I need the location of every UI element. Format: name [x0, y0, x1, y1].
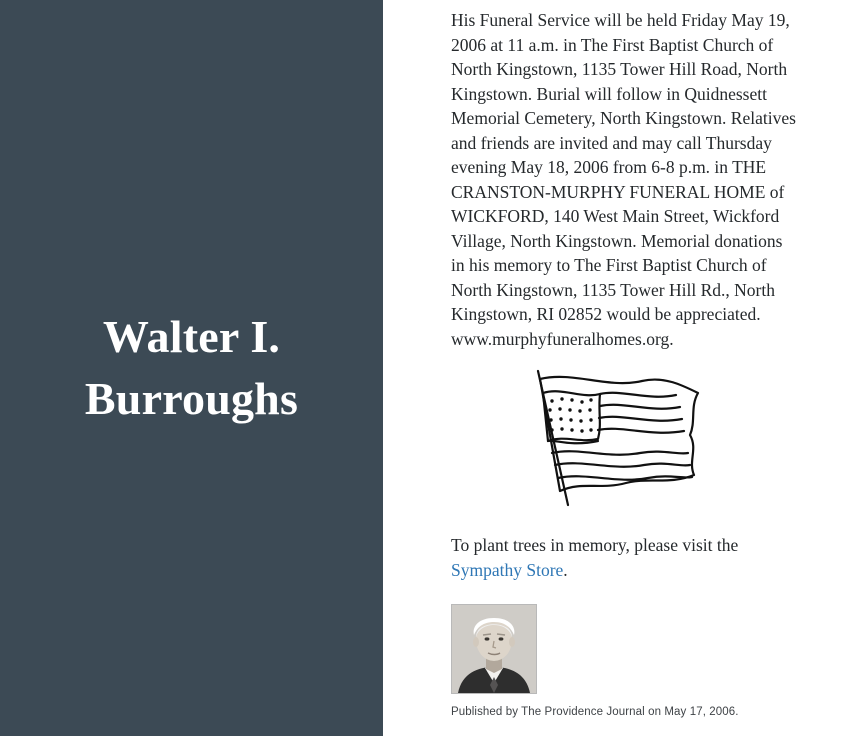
sympathy-store-link[interactable]: Sympathy Store [451, 559, 564, 580]
sympathy-lead-text: To plant trees in memory, please visit the [451, 535, 739, 555]
deceased-name-line-2: Burroughs [84, 373, 299, 424]
sympathy-store-line [451, 533, 751, 582]
portrait-photo-image [452, 605, 536, 693]
american-flag-icon [530, 369, 708, 509]
deceased-name-line-1: Walter I. [102, 310, 281, 362]
published-notice: Published by The Providence Journal on May 17, 2006. [451, 706, 739, 718]
obituary-content [383, 0, 856, 736]
obituary-body: His Funeral Service will be held Friday May 19, 2006 at 11 a.m. in The First Baptist Church of North Kingstown, 1135 Tower Hill Road, North Kingstown. Burial will follow in Quidnessett Memorial Cemetery, North Kingstown. Relatives and friends are invited and may call Thursday evening May 18, 2006 from 6-8 p.m. in THE CRANSTON-MURPHY FUNERAL HOME of WICKFORD, 140 West Main Street, Wickford Village, North Kingstown. Memorial donations in his memory to The First Baptist Church of North Kingstown, 1135 Tower Hill Rd., North Kingstown, RI 02852 would be appreciated. www.murphyfuneralhomes.org. [451, 10, 796, 349]
american-flag-illustration [451, 369, 796, 509]
sympathy-trailing-text: . [563, 559, 568, 580]
portrait-photo[interactable] [451, 604, 537, 694]
hero-panel [0, 0, 383, 736]
deceased-name [57, 306, 326, 430]
